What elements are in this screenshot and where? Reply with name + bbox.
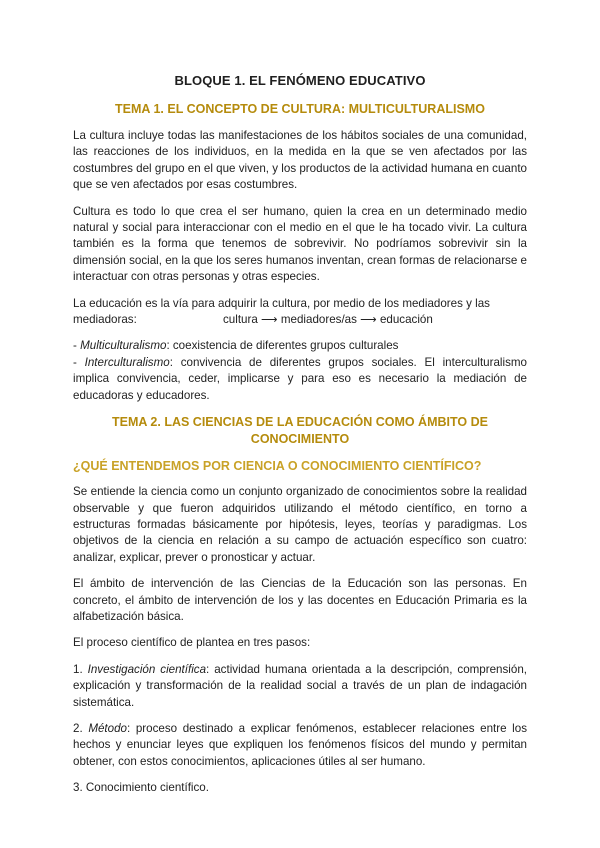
interculturalismo-term: Interculturalismo	[84, 355, 170, 369]
tema-2-title-line-2: CONOCIMIENTO	[250, 432, 350, 447]
step-3: 3. Conocimiento científico.	[73, 781, 209, 795]
tema-2-paragraph-1: Se entiende la ciencia como un conjunto organizado de conocimientos sobre la realidad observable y que fueron adquiridos utilizando el método científico, en torno a estructuras formadas básicamente por hipótesis, leyes, teorías y paradigmas. Los objetivos de la ciencia en relación a su campo de actuación específico son cuatro: analizar, explicar, prever o pronosticar y actuar.	[73, 485, 527, 564]
ciencia-subtitle: ¿QUÉ ENTENDEMOS POR CIENCIA O CONOCIMIENTO CIENTÍFICO?	[73, 459, 482, 474]
tema-2-paragraph-3: El proceso científico de plantea en tres pasos:	[73, 636, 311, 650]
step-2-term: Método	[88, 721, 127, 735]
tema-1-paragraph-2: Cultura es todo lo que crea el ser humano, quien la crea en un determinado medio natural y social para interaccionar con el medio en el que le ha tocado vivir. La cultura también es la forma que tenemos de sobrevivir. No podríamos sobrevivir sin la dimensión social, en la que los seres humanos inventan, crean formas de relacionarse e interactuar con otras personas y otras especies.	[73, 204, 527, 284]
mediators-label: mediadoras:	[73, 313, 137, 327]
step-2-number: 2.	[73, 721, 89, 735]
step-1-text: : actividad humana orientada a la descripción, comprensión, explicación y transformación de la realidad social a través de un plan de indagación sistemática.	[73, 662, 527, 709]
step-1-term: Investigación científica	[87, 662, 207, 676]
mediators-line	[73, 312, 527, 328]
tema-1-paragraph-1: La cultura incluye todas las manifestaciones de los hábitos sociales de una comunidad, las reacciones de los individuos, en la medida en la que se ven afectados por las costumbres del grupo en el que viven, y los productos de la actividad humana en cuanto que se ven afectados por esas costumbres.	[73, 129, 527, 192]
mediators-flow: cultura ⟶ mediadores/as ⟶ educación	[223, 313, 433, 327]
block-title: BLOQUE 1. EL FENÓMENO EDUCATIVO	[174, 73, 426, 88]
tema-2-paragraph-2: El ámbito de intervención de las Ciencias de la Educación son las personas. En concreto, el ámbito de intervención de los y las docentes en Educación Primaria es la alfabetización básica.	[73, 577, 527, 623]
tema-2-title	[73, 414, 527, 448]
step-2	[73, 721, 527, 770]
multiculturalismo-text: : coexistencia de diferentes grupos culturales	[166, 339, 399, 353]
step-1	[73, 662, 527, 711]
step-2-text: : proceso destinado a explicar fenómenos, establecer relaciones entre los hechos y enunciar leyes que expliquen los fenómenos físicos del mundo y permitan obtener, con estos conocimientos, aplicaciones útiles al ser humano.	[73, 721, 527, 768]
paragraph-3-text: La educación es la vía para adquirir la cultura, por medio de los mediadores y las	[73, 296, 490, 310]
dash: -	[73, 339, 81, 353]
tema-1-title: TEMA 1. EL CONCEPTO DE CULTURA: MULTICULTURALISMO	[115, 102, 485, 116]
multiculturalismo-term: Multiculturalismo	[80, 339, 167, 353]
interculturalismo-text: : convivencia de diferentes grupos sociales. El interculturalismo implica convivencia, ceder, implicarse y para eso es necesario la mediación de educadoras y educadores.	[73, 355, 527, 402]
tema-2-title-line-1: TEMA 2. LAS CIENCIAS DE LA EDUCACIÓN COMO ÁMBITO DE	[112, 415, 488, 430]
multiculturalismo-definition	[73, 338, 527, 354]
interculturalismo-definition	[73, 355, 527, 404]
step-1-number: 1.	[73, 662, 88, 676]
tema-1-paragraph-3	[73, 296, 527, 329]
document-page	[73, 72, 527, 807]
dash: -	[73, 355, 85, 369]
